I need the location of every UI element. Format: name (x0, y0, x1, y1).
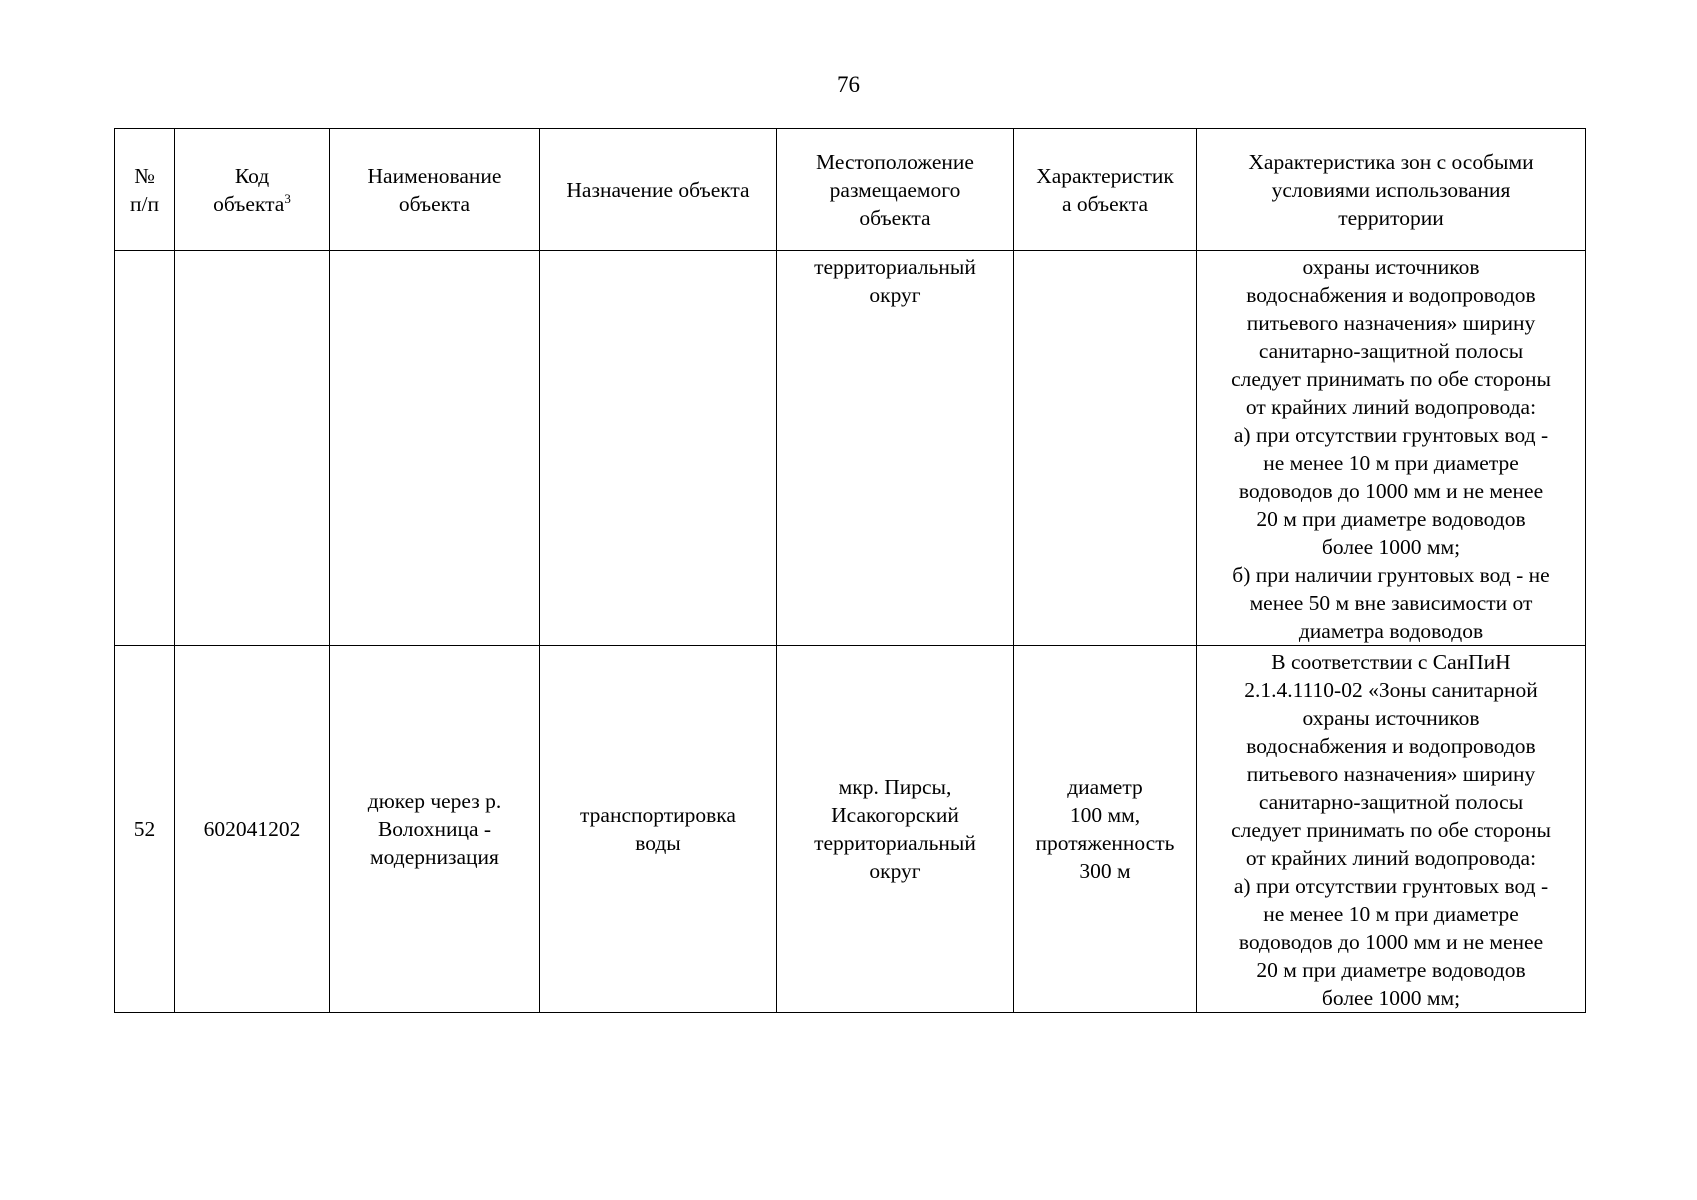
header-code-footnote: 3 (284, 190, 291, 206)
cell-name (330, 251, 540, 646)
objects-table (114, 128, 1586, 1013)
header-characteristic (1014, 129, 1197, 251)
header-code-text: Код объекта (213, 163, 285, 216)
cell-characteristic (1014, 251, 1197, 646)
table-row (115, 251, 1586, 646)
cell-location: мкр. Пирсы, Исакогорский территориальный округ (777, 646, 1014, 1013)
table-row (115, 646, 1586, 1013)
cell-number: 52 (115, 646, 175, 1013)
header-characteristic-text: Характеристик а объекта (1036, 163, 1174, 216)
header-purpose-text: Назначение объекта (566, 177, 750, 202)
header-name (330, 129, 540, 251)
cell-code (175, 251, 330, 646)
cell-code: 602041202 (175, 646, 330, 1013)
header-purpose (540, 129, 777, 251)
cell-purpose: транспортировка воды (540, 646, 777, 1013)
cell-purpose (540, 251, 777, 646)
header-zones-text: Характеристика зон с особыми условиями использования территории (1248, 149, 1534, 230)
header-zones (1197, 129, 1586, 251)
header-name-text: Наименование объекта (367, 163, 502, 216)
cell-characteristic: диаметр 100 мм, протяженность 300 м (1014, 646, 1197, 1013)
header-number (115, 129, 175, 251)
page-number: 76 (837, 72, 860, 97)
cell-location: территориальный округ (777, 251, 1014, 646)
header-code (175, 129, 330, 251)
header-location (777, 129, 1014, 251)
cell-name: дюкер через р. Волохница - модернизация (330, 646, 540, 1013)
cell-zones: охраны источников водоснабжения и водопроводов питьевого назначения» ширину санитарно-защитной полосы следует принимать по обе стороны от крайних линий водопровода: а) при отсутствии грунтовых вод - не менее 10 м при диаметре водоводов до 1000 мм и не менее 20 м при диаметре водоводов более 1000 мм; б) при наличии грунтовых вод - не менее 50 м вне зависимости от диаметра водоводов (1197, 251, 1586, 646)
cell-number (115, 251, 175, 646)
header-location-text: Местоположение размещаемого объекта (816, 149, 974, 230)
header-number-text: № п/п (130, 163, 159, 216)
cell-zones: В соответствии с СанПиН 2.1.4.1110-02 «Зоны санитарной охраны источников водоснабжения и водопроводов питьевого назначения» ширину санитарно-защитной полосы следует принимать по обе стороны от крайних линий водопровода: а) при отсутствии грунтовых вод - не менее 10 м при диаметре водоводов до 1000 мм и не менее 20 м при диаметре водоводов более 1000 мм; (1197, 646, 1586, 1013)
table-header-row (115, 129, 1586, 251)
